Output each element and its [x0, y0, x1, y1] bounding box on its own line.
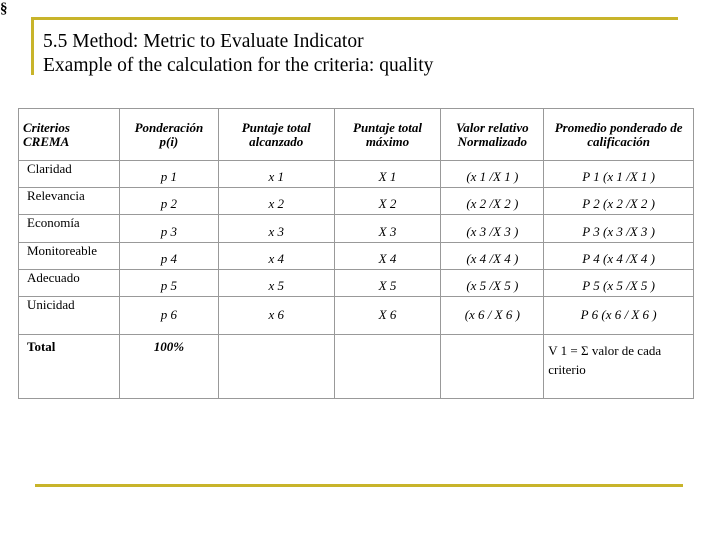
table-row [19, 269, 694, 296]
table-row [19, 161, 694, 188]
criterion-cell: Relevancia [19, 188, 120, 215]
max-score-cell: X 2 [334, 188, 441, 215]
total-label: Total [19, 335, 120, 399]
max-score-cell: X 4 [334, 242, 441, 269]
table-row [19, 215, 694, 242]
total-formula-line-1: V 1 = Σ valor de cada [548, 343, 662, 359]
footer-rule [35, 484, 683, 487]
weighted-average-cell: P 1 (x 1 /X 1 ) [544, 161, 694, 188]
table-row [19, 242, 694, 269]
slide-title [43, 30, 433, 78]
title-vertical-rule [31, 17, 34, 75]
weight-cell: p 6 [119, 297, 218, 335]
weight-cell: p 5 [119, 269, 218, 296]
header-ponderacion: Ponderación p(i) [119, 109, 218, 161]
max-score-cell: X 5 [334, 269, 441, 296]
title-line-1: 5.5 Method: Metric to Evaluate Indicator [43, 31, 364, 52]
score-cell: x 2 [218, 188, 334, 215]
table-total-row [19, 335, 694, 399]
corner-mark: § [0, 1, 8, 17]
weighted-average-cell: P 4 (x 4 /X 4 ) [544, 242, 694, 269]
normalized-value-cell: (x 5 /X 5 ) [441, 269, 544, 296]
total-formula [544, 335, 694, 399]
table-row [19, 297, 694, 335]
normalized-value-cell: (x 1 /X 1 ) [441, 161, 544, 188]
criterion-cell: Unicidad [19, 297, 120, 335]
weight-cell: p 4 [119, 242, 218, 269]
score-cell: x 6 [218, 297, 334, 335]
header-criterios: Criterios CREMA [19, 109, 120, 161]
header-puntaje-maximo: Puntaje total máximo [334, 109, 441, 161]
empty-cell [334, 335, 441, 399]
normalized-value-cell: (x 6 / X 6 ) [441, 297, 544, 335]
score-cell: x 1 [218, 161, 334, 188]
criterion-cell: Adecuado [19, 269, 120, 296]
weighted-average-cell: P 2 (x 2 /X 2 ) [544, 188, 694, 215]
title-line-2: Example of the calculation for the criteria: quality [43, 55, 434, 76]
max-score-cell: X 3 [334, 215, 441, 242]
criterion-cell: Economía [19, 215, 120, 242]
total-formula-line-2: criterio [548, 362, 586, 378]
crema-criteria-table [18, 108, 694, 399]
normalized-value-cell: (x 4 /X 4 ) [441, 242, 544, 269]
weight-cell: p 2 [119, 188, 218, 215]
normalized-value-cell: (x 2 /X 2 ) [441, 188, 544, 215]
table-row [19, 188, 694, 215]
weight-cell: p 1 [119, 161, 218, 188]
header-valor-relativo: Valor relativo Normalizado [441, 109, 544, 161]
weighted-average-cell: P 5 (x 5 /X 5 ) [544, 269, 694, 296]
score-cell: x 4 [218, 242, 334, 269]
header-puntaje-alcanzado: Puntaje total alcanzado [218, 109, 334, 161]
max-score-cell: X 6 [334, 297, 441, 335]
weighted-average-cell: P 6 (x 6 / X 6 ) [544, 297, 694, 335]
max-score-cell: X 1 [334, 161, 441, 188]
empty-cell [441, 335, 544, 399]
table-header-row [19, 109, 694, 161]
header-promedio-ponderado: Promedio ponderado de calificación [544, 109, 694, 161]
title-top-rule [31, 17, 678, 20]
weighted-average-cell: P 3 (x 3 /X 3 ) [544, 215, 694, 242]
total-weight: 100% [119, 335, 218, 399]
weight-cell: p 3 [119, 215, 218, 242]
score-cell: x 3 [218, 215, 334, 242]
score-cell: x 5 [218, 269, 334, 296]
empty-cell [218, 335, 334, 399]
criterion-cell: Claridad [19, 161, 120, 188]
normalized-value-cell: (x 3 /X 3 ) [441, 215, 544, 242]
criterion-cell: Monitoreable [19, 242, 120, 269]
